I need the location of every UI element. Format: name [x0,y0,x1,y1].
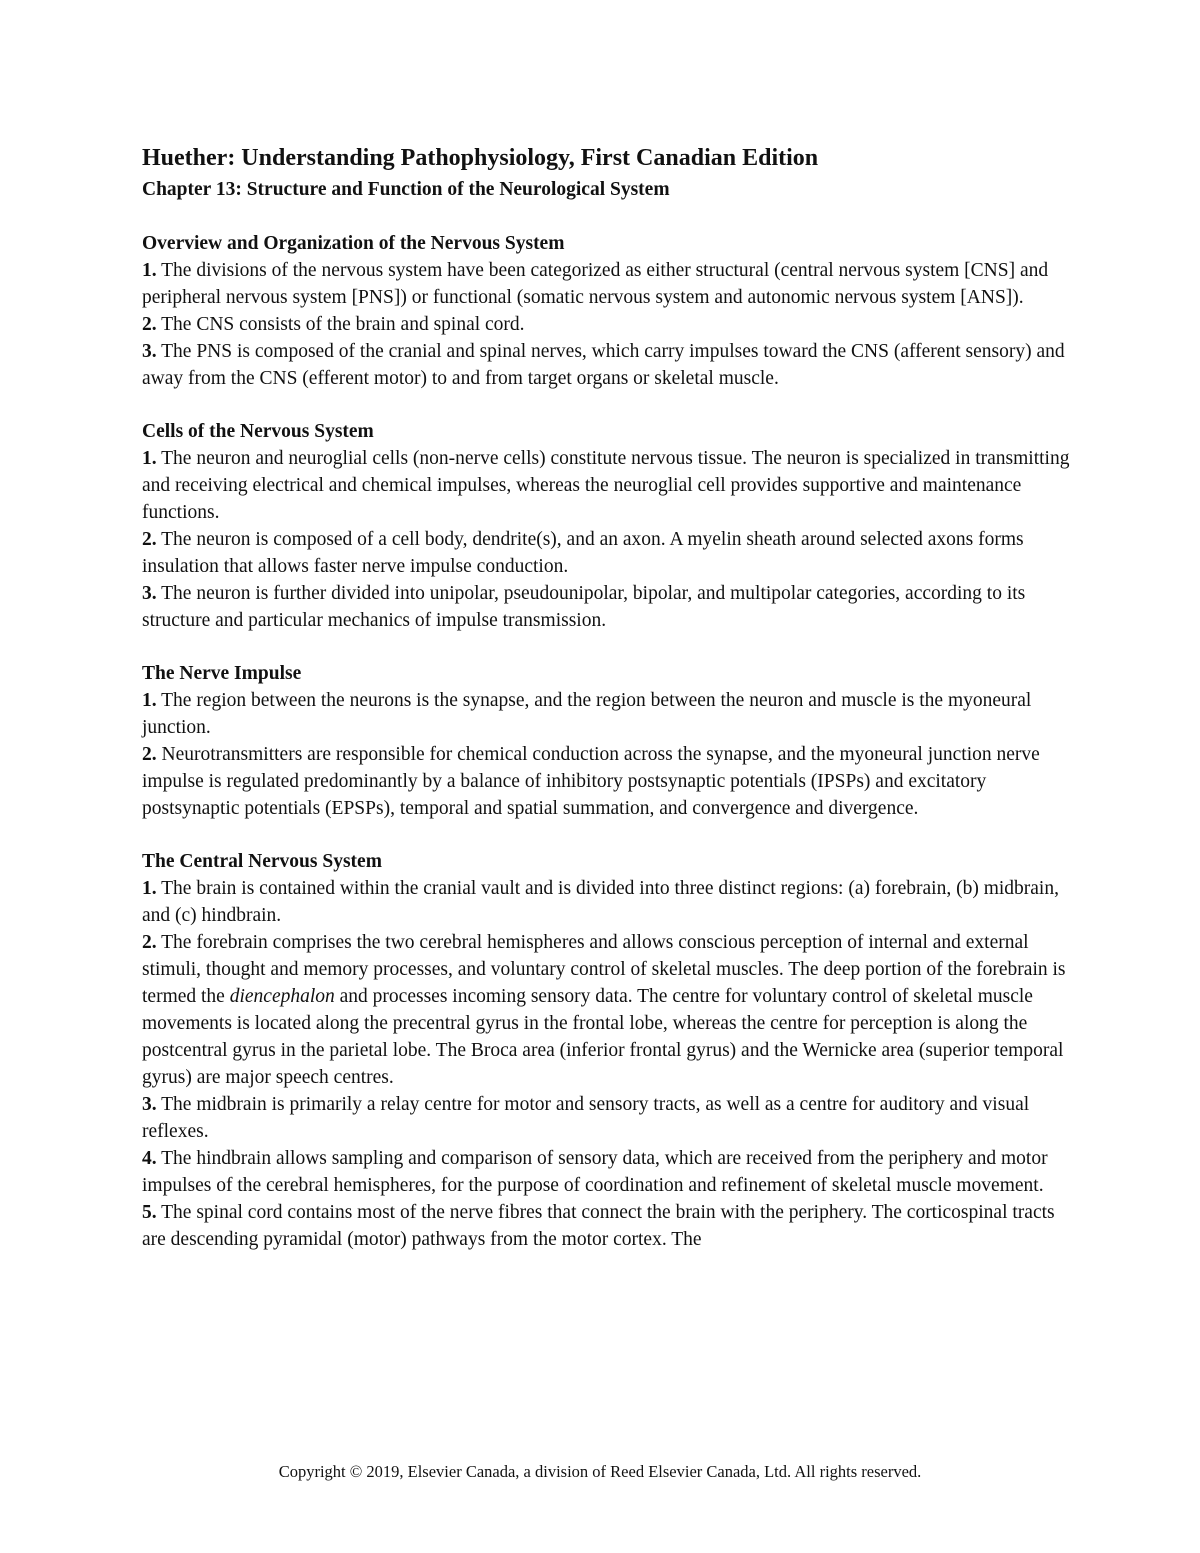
list-item [142,445,1072,526]
section-nerve-impulse [142,660,1072,822]
item-text: The neuron is composed of a cell body, dendrite(s), and an axon. A myelin sheath around selected axons forms insulation that allows faster nerve impulse conduction. [142,529,1024,577]
item-text: The CNS consists of the brain and spinal cord. [156,314,525,335]
section-heading: Cells of the Nervous System [142,421,374,442]
section-overview [142,230,1072,392]
item-text-continued: and processes incoming sensory data. The centre for voluntary control of skeletal muscle movements is located along the precentral gyrus in the frontal lobe, whereas the centre for perception is along the postcentral gyrus in the parietal lobe. The Broca area (inferior frontal gyrus) and the Wernicke area (superior temporal gyrus) are major speech centres. [142,986,1064,1088]
item-number: 1. [142,690,157,711]
section-heading: The Central Nervous System [142,851,382,872]
list-item [142,741,1072,822]
item-number: 3. [142,583,157,604]
list-item [142,257,1072,311]
item-number: 3. [142,341,157,362]
item-text: Neurotransmitters are responsible for chemical conduction across the synapse, and the myoneural junction nerve impulse is regulated predominantly by a balance of inhibitory postsynaptic potentials (IPSPs) and excitatory postsynaptic potentials (EPSPs), temporal and spatial summation, and convergence and divergence. [142,744,1040,819]
item-number: 1. [142,448,157,469]
list-item [142,1091,1072,1145]
item-number: 4. [142,1148,157,1169]
section-heading: The Nerve Impulse [142,663,302,684]
list-item [142,311,1072,338]
item-text: The region between the neurons is the synapse, and the region between the neuron and muscle is the myoneural junction. [142,690,1032,738]
italic-term: diencephalon [229,986,335,1007]
list-item [142,526,1072,580]
item-number: 2. [142,529,157,550]
list-item [142,338,1072,392]
item-number: 3. [142,1094,157,1115]
item-text: The midbrain is primarily a relay centre for motor and sensory tracts, as well as a centre for auditory and visual reflexes. [142,1094,1030,1142]
item-number: 1. [142,260,157,281]
chapter-title: Chapter 13: Structure and Function of the Neurological System [142,179,670,200]
item-text: The spinal cord contains most of the nerve fibres that connect the brain with the periphery. The corticospinal tracts are descending pyramidal (motor) pathways from the motor cortex. The [142,1202,1055,1250]
item-text: The forebrain comprises the two cerebral hemispheres and allows conscious perception of internal and external stimuli, thought and memory processes, and voluntary control of skeletal muscles. The deep portion of the forebrain is termed the [142,932,1066,1007]
item-text: The divisions of the nervous system have been categorized as either structural (central nervous system [CNS] and peripheral nervous system [PNS]) or functional (somatic nervous system and autonomic nervous system [ANS]). [142,260,1049,308]
copyright-footer: Copyright © 2019, Elsevier Canada, a division of Reed Elsevier Canada, Ltd. All rights reserved. [278,1462,922,1481]
section-heading: Overview and Organization of the Nervous System [142,233,565,254]
item-text: The neuron and neuroglial cells (non-nerve cells) constitute nervous tissue. The neuron is specialized in transmitting and receiving electrical and chemical impulses, whereas the neuroglial cell provides supportive and maintenance functions. [142,448,1070,523]
item-number: 2. [142,314,157,335]
item-text: The PNS is composed of the cranial and spinal nerves, which carry impulses toward the CNS (afferent sensory) and away from the CNS (efferent motor) to and from target organs or skeletal muscle. [142,341,1065,389]
list-item [142,1145,1072,1199]
item-number: 1. [142,878,157,899]
document-page [142,140,1072,1279]
item-text: The brain is contained within the cranial vault and is divided into three distinct regions: (a) forebrain, (b) midbrain, and (c) hindbrain. [142,878,1059,926]
item-text: The neuron is further divided into unipolar, pseudounipolar, bipolar, and multipolar categories, according to its structure and particular mechanics of impulse transmission. [142,583,1026,631]
section-cells [142,418,1072,634]
list-item [142,687,1072,741]
item-number: 2. [142,932,157,953]
item-number: 5. [142,1202,157,1223]
list-item [142,1199,1072,1253]
list-item [142,929,1072,1091]
section-cns [142,848,1072,1253]
document-title: Huether: Understanding Pathophysiology, First Canadian Edition [142,145,819,171]
item-text: The hindbrain allows sampling and comparison of sensory data, which are received from the periphery and motor impulses of the cerebral hemispheres, for the purpose of coordination and refinement of skeletal muscle movement. [142,1148,1048,1196]
list-item [142,875,1072,929]
list-item [142,580,1072,634]
item-number: 2. [142,744,157,765]
